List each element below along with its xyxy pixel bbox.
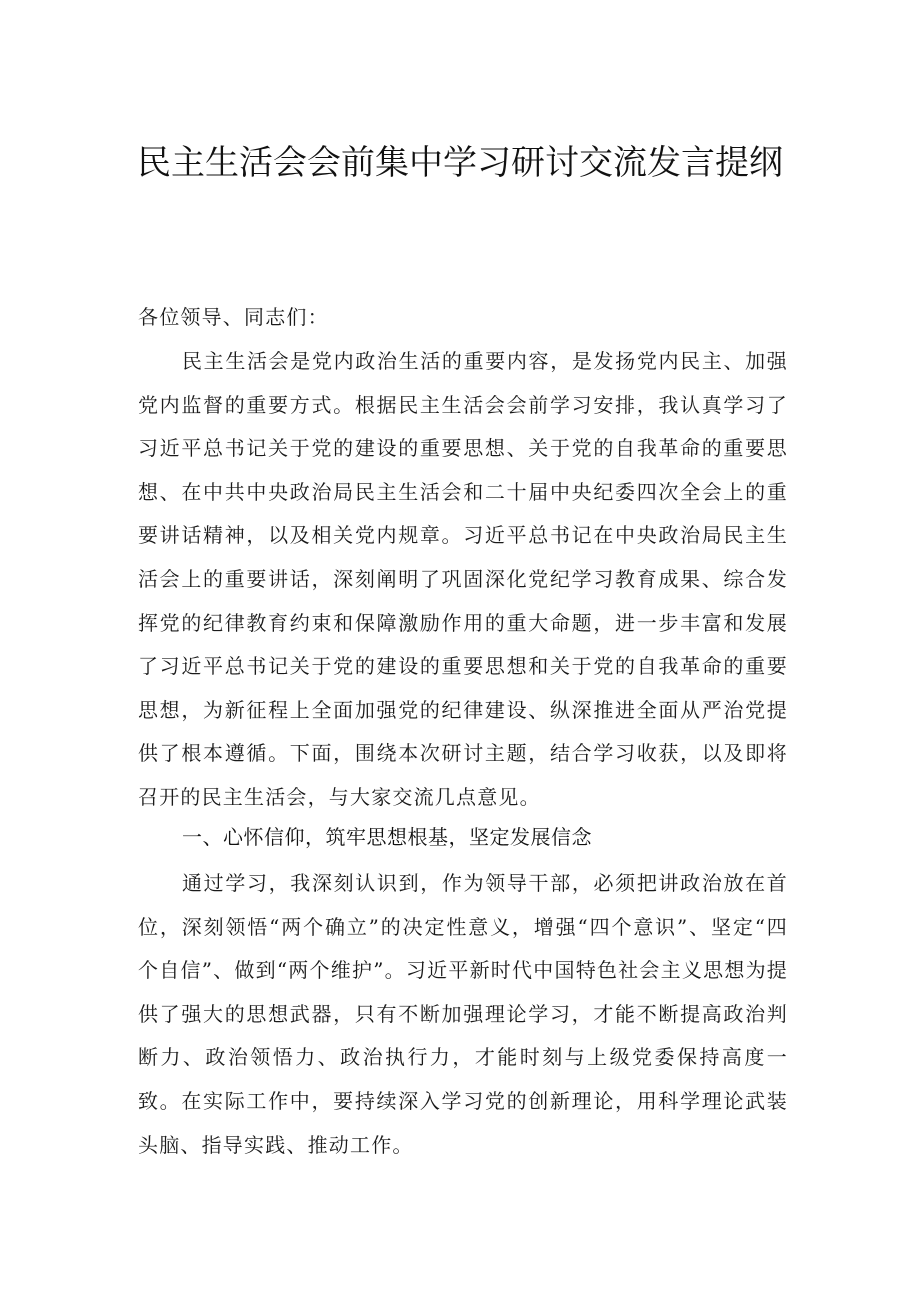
section-heading-1: 一、心怀信仰，筑牢思想根基，坚定发展信念 [182, 825, 592, 849]
paragraph-intro: 民主生活会是党内政治生活的重要内容，是发扬党内民主、加强党内监督的重要方式。根据民主生活会会前学习安排，我认真学习了习近平总书记关于党的建设的重要思想、关于党的自我革命的重要思想、在中共中央政治局民主生活会和二十届中央纪委四次全会上的重要讲话精神，以及相关党内规章。习近平总书记在中央政治局民主生活会上的重要讲话，深刻阐明了巩固深化党纪学习教育成果、综合发挥党的纪律教育约束和保障激励作用的重大命题，进一步丰富和发展了习近平总书记关于党的建设的重要思想和关于党的自我革命的重要思想，为新征程上全面加强党的纪律建设、纵深推进全面从严治党提供了根本遵循。下面，围绕本次研讨主题，结合学习收获，以及即将召开的民主生活会，与大家交流几点意见。 [138, 349, 788, 809]
paragraph-section-1: 通过学习，我深刻认识到，作为领导干部，必须把讲政治放在首位，深刻领悟“两个确立”的决定性意义，增强“四个意识”、坚定“四个自信”、做到“两个维护”。习近平新时代中国特色社会主义思想为提供了强大的思想武器，只有不断加强理论学习，才能不断提高政治判断力、政治领悟力、政治执行力，才能时刻与上级党委保持高度一致。在实际工作中，要持续深入学习党的创新理论，用科学理论武装头脑、指导实践、推动工作。 [138, 871, 788, 1157]
document-title: 民主生活会会前集中学习研讨交流发言提纲 [137, 143, 783, 183]
salutation: 各位领导、同志们： [138, 305, 329, 329]
